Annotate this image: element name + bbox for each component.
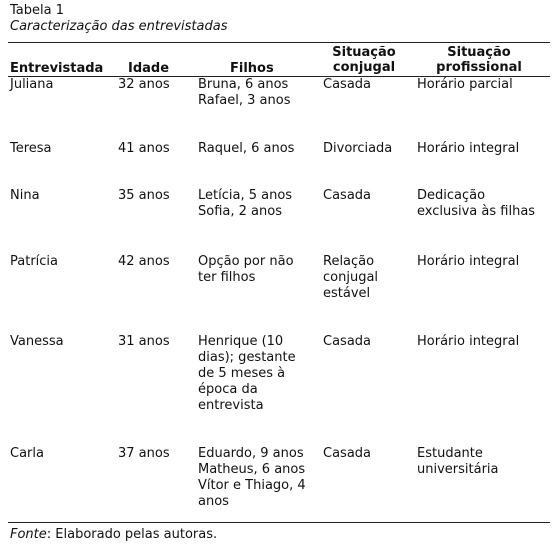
cell-entrevistada: Juliana	[10, 77, 54, 92]
cell-situacao-conjugal: Divorciada	[323, 141, 393, 156]
cell-idade: 35 anos	[118, 188, 170, 203]
cell-situacao-conjugal: Casada	[323, 334, 372, 349]
cell-filhos: Eduardo, 9 anos Matheus, 6 anos Vítor e Thiago, 4 anos	[198, 446, 306, 509]
cell-idade: 42 anos	[118, 254, 170, 269]
cell-entrevistada: Vanessa	[10, 334, 64, 349]
cell-situacao-profissional: Dedicação exclusiva às filhas	[417, 188, 536, 219]
cell-situacao-conjugal: Casada	[323, 77, 372, 92]
cell-situacao-profissional: Horário integral	[417, 334, 520, 349]
header-entrevistada: Entrevistada	[10, 61, 104, 76]
cell-situacao-profissional: Estudante universitária	[417, 446, 499, 477]
cell-filhos: Raquel, 6 anos	[198, 141, 295, 156]
cell-situacao-conjugal: Casada	[323, 446, 372, 461]
cell-idade: 37 anos	[118, 446, 170, 461]
header-situacao-conjugal: Situação conjugal	[332, 45, 396, 75]
cell-idade: 32 anos	[118, 77, 170, 92]
source-text: : Elaborado pelas autoras.	[46, 527, 218, 542]
cell-situacao-profissional: Horário parcial	[417, 77, 513, 92]
table-bottom-rule	[8, 522, 550, 523]
header-idade: Idade	[128, 61, 170, 76]
table-top-rule	[8, 42, 550, 43]
cell-idade: 41 anos	[118, 141, 170, 156]
table-caption	[10, 3, 227, 35]
cell-situacao-profissional: Horário integral	[417, 141, 520, 156]
cell-idade: 31 anos	[118, 334, 170, 349]
header-filhos: Filhos	[230, 61, 274, 76]
source-label: Fonte	[10, 527, 47, 542]
cell-entrevistada: Nina	[10, 188, 40, 203]
header-situacao-profissional: Situação profissional	[436, 45, 522, 75]
cell-filhos: Letícia, 5 anos Sofia, 2 anos	[198, 188, 293, 219]
table-source	[10, 527, 217, 543]
cell-filhos: Henrique (10 dias); gestante de 5 meses à época da entrevista	[198, 334, 296, 413]
cell-situacao-conjugal: Relação conjugal estável	[323, 254, 379, 301]
cell-entrevistada: Carla	[10, 446, 44, 461]
cell-entrevistada: Patrícia	[10, 254, 59, 269]
cell-entrevistada: Teresa	[10, 141, 52, 156]
cell-situacao-conjugal: Casada	[323, 188, 372, 203]
cell-situacao-profissional: Horário integral	[417, 254, 520, 269]
table-label: Tabela 1	[10, 3, 64, 18]
cell-filhos: Bruna, 6 anos Rafael, 3 anos	[198, 77, 291, 108]
table-subtitle: Caracterização das entrevistadas	[10, 19, 228, 34]
cell-filhos: Opção por não ter filhos	[198, 254, 294, 285]
